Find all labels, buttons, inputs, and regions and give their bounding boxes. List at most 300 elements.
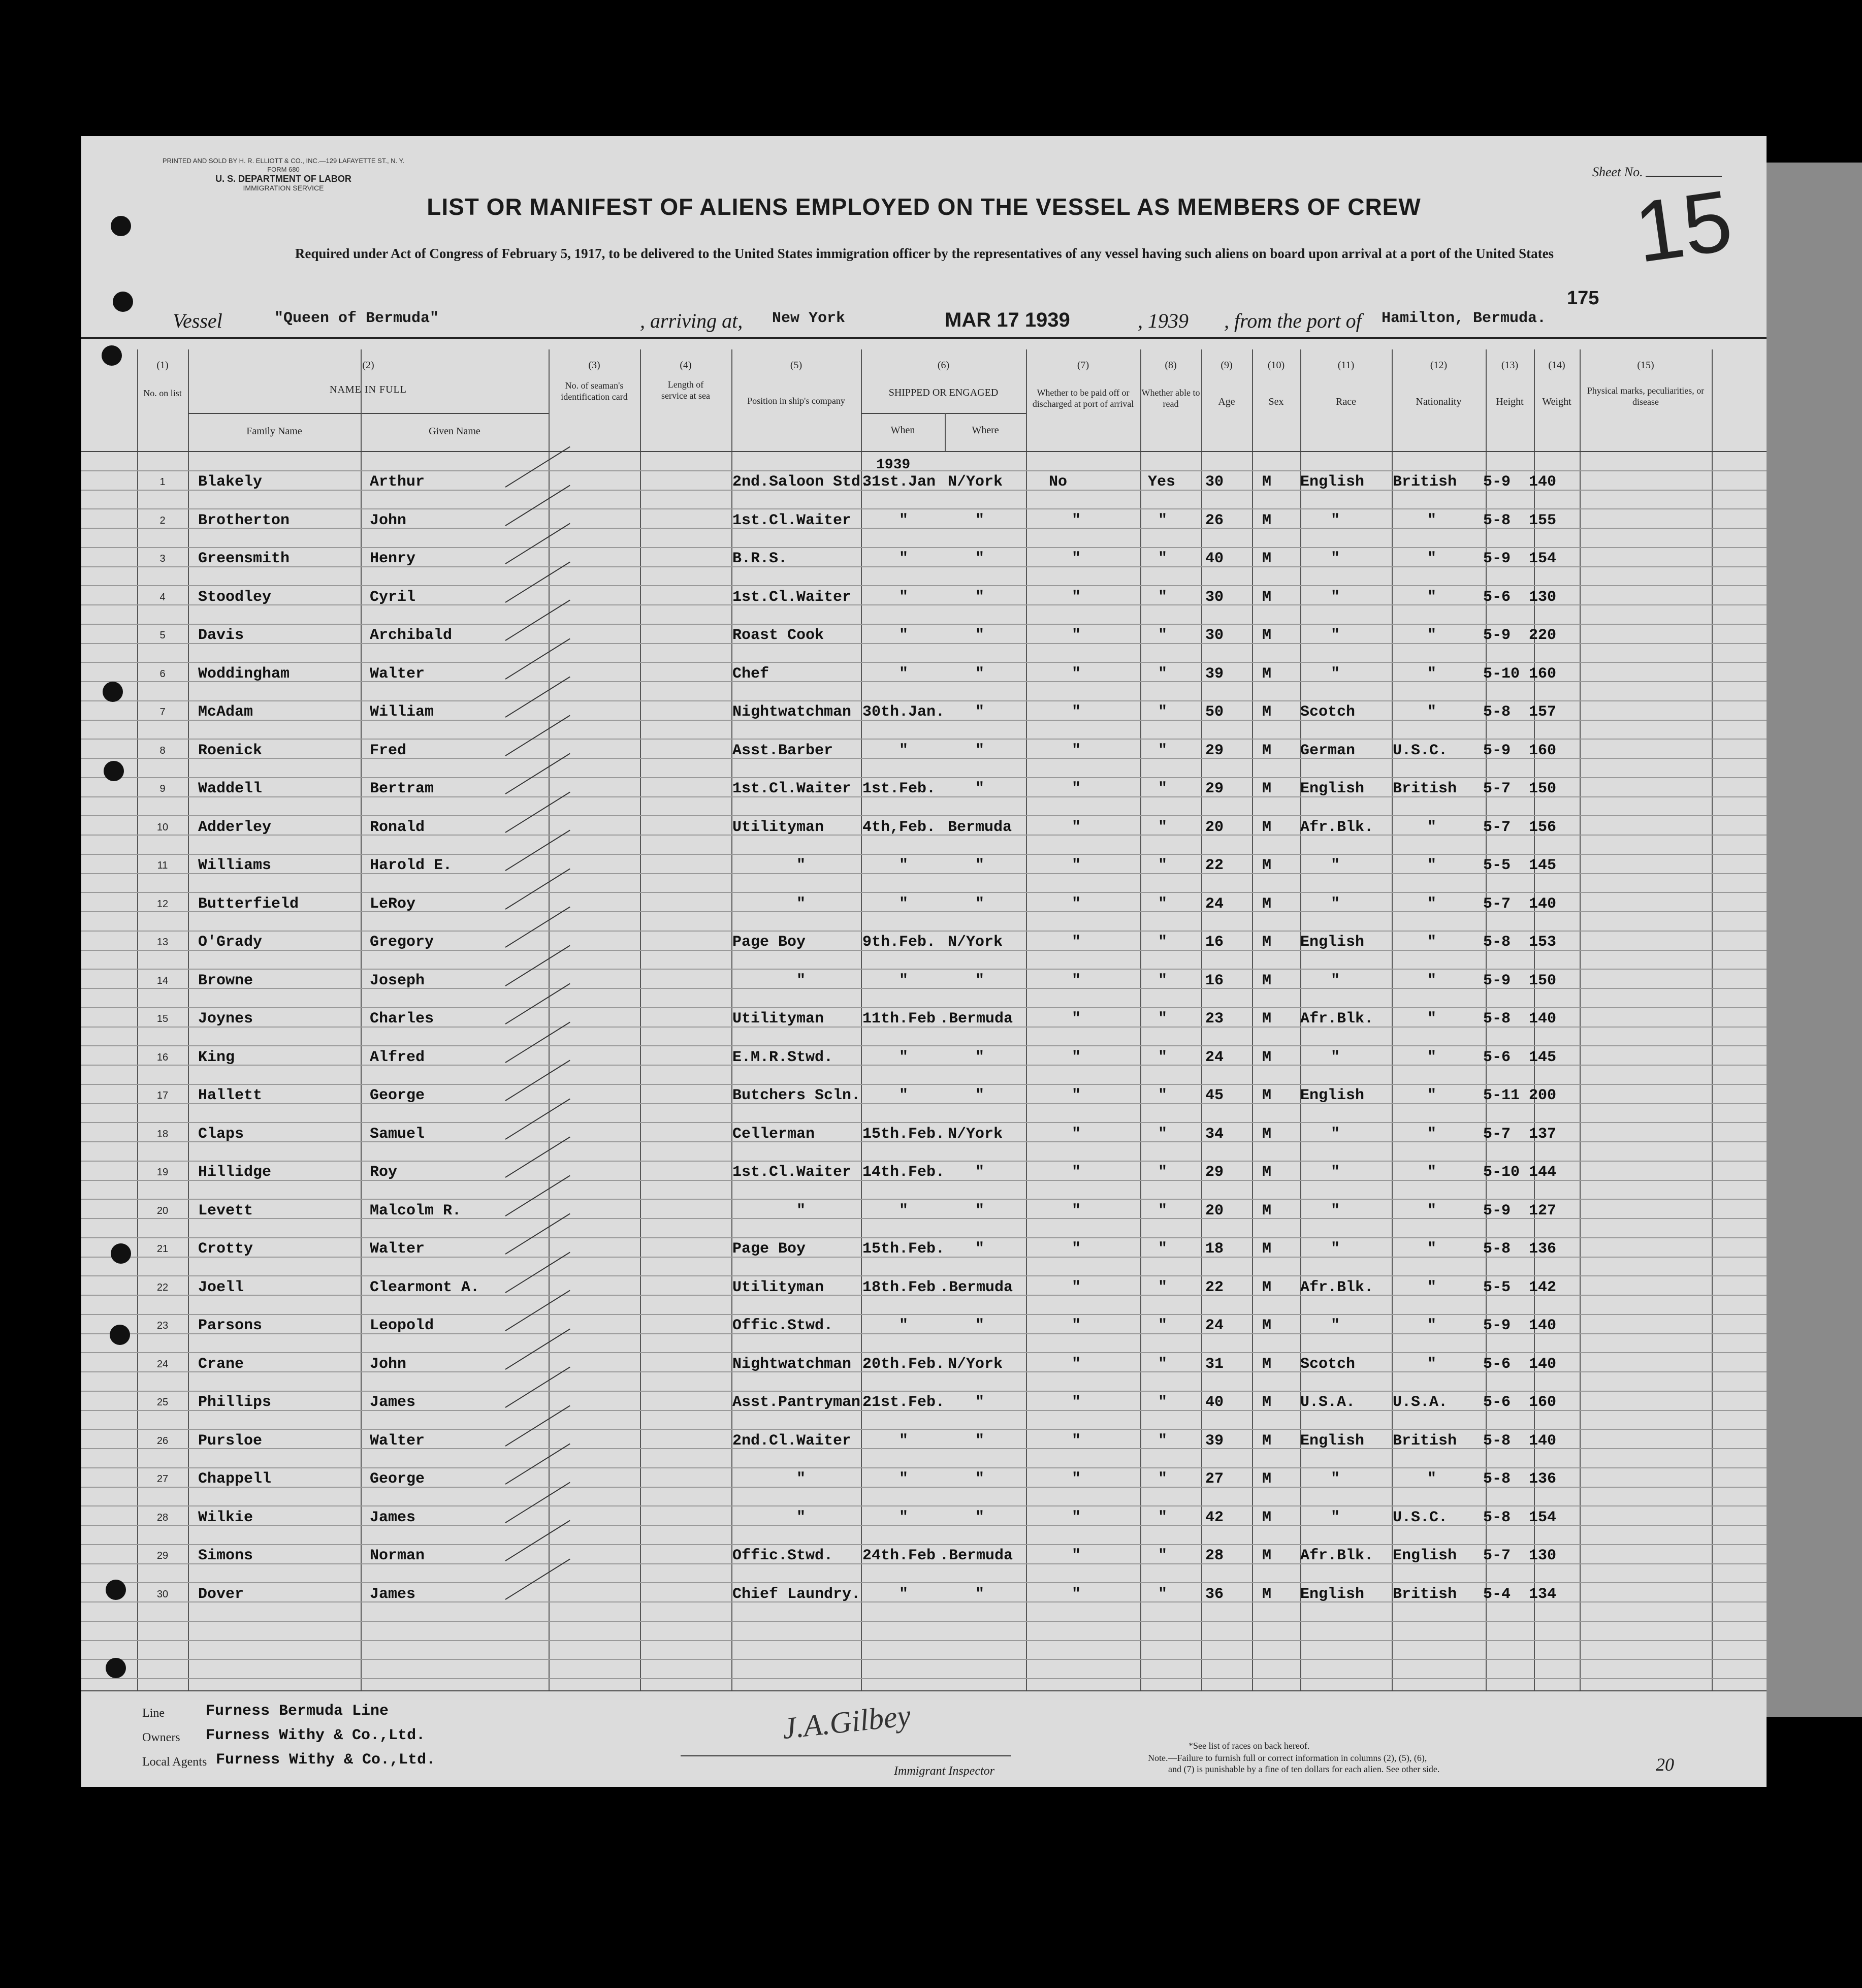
check-tick-mark — [505, 830, 570, 871]
punch-hole — [106, 1580, 126, 1600]
row-number: 3 — [159, 553, 166, 564]
check-tick-mark — [505, 753, 570, 794]
cell-where: " — [975, 588, 985, 606]
row-number: 17 — [156, 1090, 169, 1101]
cell-height: 5-9 — [1483, 972, 1511, 989]
cell-paid: " — [1072, 1010, 1081, 1028]
ruled-line — [81, 1084, 1767, 1085]
header-sex: Sex — [1268, 396, 1284, 407]
cell-where: " — [975, 1048, 985, 1066]
cell-read: " — [1158, 665, 1168, 683]
ruled-line — [81, 566, 1767, 567]
cell-nationality: British — [1393, 780, 1457, 797]
cell-weight: 134 — [1529, 1585, 1557, 1603]
ruled-line — [81, 1487, 1767, 1488]
cell-sex: M — [1262, 1202, 1272, 1220]
cell-read: " — [1158, 1509, 1168, 1526]
cell-family: Davis — [198, 627, 244, 644]
cell-sex: M — [1262, 742, 1272, 759]
cell-family: Woddingham — [198, 665, 290, 683]
cell-where: " — [975, 1164, 985, 1181]
cell-read: " — [1158, 703, 1168, 721]
cell-position: Offic.Stwd. — [732, 1317, 833, 1334]
cell-paid: " — [1072, 1240, 1081, 1258]
cell-sex: M — [1262, 1278, 1272, 1296]
cell-read: " — [1158, 818, 1168, 836]
ruled-line — [81, 969, 1767, 970]
cell-read: " — [1158, 1278, 1168, 1296]
cell-when: " — [899, 550, 909, 567]
ruled-line — [81, 815, 1767, 816]
cell-read: " — [1158, 1164, 1168, 1181]
cell-nationality: " — [1427, 550, 1437, 567]
cell-family: Blakely — [198, 473, 263, 491]
cell-paid: " — [1072, 742, 1081, 759]
from-port: Hamilton, Bermuda. — [1382, 310, 1547, 327]
sheet-number: 15 — [1629, 172, 1738, 281]
cell-height: 5-7 — [1483, 1547, 1511, 1564]
cell-family: Pursloe — [198, 1432, 263, 1450]
cell-paid: " — [1072, 1202, 1081, 1220]
cell-race: Afr.Blk. — [1300, 1547, 1374, 1564]
row-number: 28 — [156, 1512, 169, 1523]
cell-position: Page Boy — [732, 1240, 806, 1258]
cell-paid: " — [1072, 550, 1081, 567]
cell-read: " — [1158, 1317, 1168, 1334]
cell-weight: 127 — [1529, 1202, 1557, 1220]
cell-nationality: " — [1427, 934, 1437, 951]
cell-position: Asst.Barber — [732, 742, 833, 759]
check-tick-mark — [505, 677, 570, 718]
cell-when: 4th,Feb. — [862, 818, 936, 836]
cell-family: Brotherton — [198, 511, 290, 529]
cell-family: Roenick — [198, 742, 263, 759]
cell-race: German — [1300, 742, 1356, 759]
cell-read: " — [1158, 1202, 1168, 1220]
ruled-line — [81, 1199, 1767, 1200]
cell-when: 14th.Feb. — [862, 1164, 945, 1181]
cell-given: Arthur — [370, 473, 425, 491]
cell-where: .Bermuda — [940, 1278, 1013, 1296]
ruled-line — [81, 931, 1767, 932]
cell-age: 20 — [1205, 818, 1224, 836]
cell-nationality: British — [1393, 1585, 1457, 1603]
cell-age: 28 — [1205, 1547, 1224, 1564]
cell-weight: 140 — [1529, 1432, 1557, 1450]
check-tick-mark — [505, 1405, 570, 1446]
cell-sex: M — [1262, 1010, 1272, 1028]
cell-sex: M — [1262, 1470, 1272, 1488]
cell-sex: M — [1262, 857, 1272, 874]
column-number-c1: (1) — [156, 360, 169, 371]
check-tick-mark — [505, 1060, 570, 1101]
cell-paid: " — [1072, 895, 1081, 913]
cell-race: " — [1331, 1125, 1340, 1143]
vessel-label: Vessel — [173, 309, 222, 332]
column-rule — [1140, 349, 1141, 1690]
cell-nationality: " — [1427, 1470, 1437, 1488]
row-number: 8 — [159, 745, 166, 756]
races-note: *See list of races on back hereof. — [1189, 1741, 1310, 1751]
row-number: 15 — [156, 1013, 169, 1024]
cell-read: " — [1158, 742, 1168, 759]
cell-sex: M — [1262, 627, 1272, 644]
ruled-line — [81, 1352, 1767, 1353]
ruled-line — [81, 1525, 1767, 1526]
ruled-line — [81, 1007, 1767, 1008]
cell-given: Joseph — [370, 972, 425, 989]
header-nationality: Nationality — [1416, 396, 1462, 407]
check-tick-mark — [505, 638, 570, 679]
cell-age: 39 — [1205, 665, 1224, 683]
cell-family: Chappell — [198, 1470, 272, 1488]
row-number: 30 — [156, 1588, 169, 1600]
cell-race: " — [1331, 1470, 1340, 1488]
cell-age: 22 — [1205, 1278, 1224, 1296]
cell-read: " — [1158, 550, 1168, 567]
ruled-line — [81, 1065, 1767, 1066]
cell-nationality: " — [1427, 511, 1437, 529]
cell-weight: 156 — [1529, 818, 1557, 836]
ruled-line — [81, 1678, 1767, 1679]
cell-paid: " — [1072, 1470, 1081, 1488]
cell-sex: M — [1262, 1240, 1272, 1258]
cell-age: 23 — [1205, 1010, 1224, 1028]
cell-when: 9th.Feb. — [862, 934, 936, 951]
cell-when: 15th.Feb. — [862, 1240, 945, 1258]
cell-weight: 140 — [1529, 1355, 1557, 1373]
cell-when: " — [899, 972, 909, 989]
cell-read: Yes — [1148, 473, 1176, 491]
cell-weight: 136 — [1529, 1240, 1557, 1258]
cell-when: " — [899, 1585, 909, 1603]
cell-age: 42 — [1205, 1509, 1224, 1526]
cell-where: " — [975, 895, 985, 913]
header-given-name: Given Name — [429, 426, 480, 437]
header-shipped: SHIPPED OR ENGAGED — [888, 387, 999, 398]
cell-position: 1st.Cl.Waiter — [732, 511, 852, 529]
cell-given: Roy — [370, 1164, 398, 1181]
agents-label: Local Agents — [142, 1755, 207, 1769]
cell-position: Chef — [732, 665, 769, 683]
cell-when: " — [899, 1202, 909, 1220]
cell-paid: " — [1072, 1164, 1081, 1181]
ruled-line — [81, 1448, 1767, 1449]
cell-nationality: " — [1427, 1317, 1437, 1334]
cell-sex: M — [1262, 588, 1272, 606]
row-number: 2 — [159, 515, 166, 526]
cell-paid: No — [1049, 473, 1068, 491]
cell-weight: 140 — [1529, 473, 1557, 491]
check-tick-mark — [505, 1252, 570, 1293]
year-prefix: , 19 — [1138, 309, 1168, 332]
cell-where: N/York — [948, 1355, 1003, 1373]
cell-nationality: U.S.C. — [1393, 742, 1448, 759]
ruled-line — [81, 854, 1767, 855]
cell-age: 40 — [1205, 550, 1224, 567]
cell-when: " — [899, 1317, 909, 1334]
cell-given: John — [370, 511, 407, 529]
cell-sex: M — [1262, 703, 1272, 721]
cell-height: 5-9 — [1483, 627, 1511, 644]
cell-position: Utilityman — [732, 1010, 824, 1028]
punch-hole — [103, 682, 123, 702]
cell-sex: M — [1262, 1164, 1272, 1181]
cell-when: " — [899, 1048, 909, 1066]
cell-height: 5-10 — [1483, 665, 1520, 683]
cell-given: Alfred — [370, 1048, 425, 1066]
cell-age: 26 — [1205, 511, 1224, 529]
column-number-c4: (4) — [680, 360, 692, 371]
ruled-line — [81, 1237, 1767, 1238]
row-number: 6 — [159, 668, 166, 680]
cell-weight: 157 — [1529, 703, 1557, 721]
owners-value: Furness Withy & Co.,Ltd. — [206, 1727, 426, 1744]
cell-paid: " — [1072, 1585, 1081, 1603]
cell-position: Roast Cook — [732, 627, 824, 644]
cell-nationality: U.S.A. — [1393, 1394, 1448, 1411]
cell-read: " — [1158, 1432, 1168, 1450]
cell-race: " — [1331, 665, 1340, 683]
ruled-line — [81, 547, 1767, 548]
ruled-line — [81, 585, 1767, 586]
ruled-line — [81, 758, 1767, 759]
cell-read: " — [1158, 1394, 1168, 1411]
check-tick-mark — [505, 485, 570, 526]
cell-race: " — [1331, 857, 1340, 874]
cell-family: Hillidge — [198, 1164, 272, 1181]
cell-where: " — [975, 1470, 985, 1488]
cell-weight: 154 — [1529, 550, 1557, 567]
cell-paid: " — [1072, 703, 1081, 721]
cell-weight: 200 — [1529, 1087, 1557, 1104]
cell-race: " — [1331, 1509, 1340, 1526]
cell-position: Utilityman — [732, 818, 824, 836]
cell-nationality: " — [1427, 1202, 1437, 1220]
service-name: IMMIGRATION SERVICE — [243, 184, 324, 192]
cell-family: Butterfield — [198, 895, 299, 913]
cell-family: Greensmith — [198, 550, 290, 567]
check-tick-mark — [505, 1444, 570, 1485]
cell-nationality: " — [1427, 895, 1437, 913]
cell-nationality: " — [1427, 972, 1437, 989]
cell-where: .Bermuda — [940, 1010, 1013, 1028]
cell-when: 31st.Jan — [862, 473, 936, 491]
arriving-label: , arriving at, — [640, 309, 743, 332]
cell-sex: M — [1262, 511, 1272, 529]
ruled-line — [81, 1621, 1767, 1622]
cell-given: Clearmont A. — [370, 1278, 480, 1296]
ruled-line — [81, 777, 1767, 778]
cell-position: 1st.Cl.Waiter — [732, 1164, 852, 1181]
row-number: 25 — [156, 1397, 169, 1408]
cell-given: Walter — [370, 665, 425, 683]
date-stamp: MAR 17 1939 — [945, 309, 1070, 331]
header-name-in-full: NAME IN FULL — [330, 384, 407, 395]
cell-given: James — [370, 1585, 416, 1603]
cell-where: " — [975, 1432, 985, 1450]
check-tick-mark — [505, 1558, 570, 1599]
cell-where: " — [975, 972, 985, 989]
cell-given: George — [370, 1087, 425, 1104]
cell-paid: " — [1072, 1355, 1081, 1373]
cell-paid: " — [1072, 1087, 1081, 1104]
cell-nationality: " — [1427, 1355, 1437, 1373]
cell-weight: 140 — [1529, 1317, 1557, 1334]
cell-race: English — [1300, 1585, 1365, 1603]
cell-paid: " — [1072, 511, 1081, 529]
header-when: When — [890, 425, 915, 436]
cell-family: Dover — [198, 1585, 244, 1603]
cell-height: 5-7 — [1483, 818, 1511, 836]
column-number-c12: (12) — [1430, 360, 1448, 371]
cell-family: Claps — [198, 1125, 244, 1143]
cell-age: 40 — [1205, 1394, 1224, 1411]
cell-family: Wilkie — [198, 1509, 253, 1526]
cell-given: William — [370, 703, 434, 721]
punch-hole — [104, 761, 124, 781]
cell-age: 30 — [1205, 627, 1224, 644]
header-weight: Weight — [1542, 396, 1571, 407]
ruled-line — [81, 911, 1767, 912]
cell-paid: " — [1072, 818, 1081, 836]
department-name: U. S. DEPARTMENT OF LABOR — [215, 174, 351, 184]
cell-given: Walter — [370, 1240, 425, 1258]
cell-age: 31 — [1205, 1355, 1224, 1373]
cell-given: Norman — [370, 1547, 425, 1564]
cell-height: 5-7 — [1483, 895, 1511, 913]
cell-read: " — [1158, 1355, 1168, 1373]
cell-nationality: English — [1393, 1547, 1457, 1564]
ruled-line — [81, 1544, 1767, 1545]
column-rule — [640, 349, 641, 1690]
ruled-line — [81, 739, 1767, 740]
cell-when: 30th.Jan. — [862, 703, 945, 721]
column-number-c3: (3) — [588, 360, 600, 371]
column-number-c10: (10) — [1267, 360, 1285, 371]
cell-paid: " — [1072, 1125, 1081, 1143]
year-value: 39 — [1168, 309, 1189, 332]
cell-read: " — [1158, 1125, 1168, 1143]
column-number-c15: (15) — [1637, 360, 1654, 371]
cell-when: " — [899, 1087, 909, 1104]
signature-rule — [681, 1755, 1011, 1756]
cell-when: " — [899, 742, 909, 759]
document-title: LIST OR MANIFEST OF ALIENS EMPLOYED ON THE VESSEL AS MEMBERS OF CREW — [427, 194, 1421, 220]
cell-race: " — [1331, 1202, 1340, 1220]
header-service-length: Length of service at sea — [661, 379, 710, 401]
cell-age: 24 — [1205, 1317, 1224, 1334]
check-tick-mark — [505, 561, 570, 602]
cell-height: 5-9 — [1483, 550, 1511, 567]
from-label: , from the port of — [1224, 309, 1362, 332]
cell-read: " — [1158, 1010, 1168, 1028]
cell-given: Archibald — [370, 627, 453, 644]
cell-given: LeRoy — [370, 895, 416, 913]
cell-where: " — [975, 780, 985, 797]
cell-height: 5-6 — [1483, 588, 1511, 606]
cell-weight: 140 — [1529, 895, 1557, 913]
cell-age: 16 — [1205, 934, 1224, 951]
cell-read: " — [1158, 627, 1168, 644]
cell-sex: M — [1262, 1317, 1272, 1334]
cell-read: " — [1158, 1087, 1168, 1104]
cell-age: 24 — [1205, 1048, 1224, 1066]
cell-age: 29 — [1205, 742, 1224, 759]
cell-when: " — [899, 665, 909, 683]
check-tick-mark — [505, 791, 570, 832]
cell-race: " — [1331, 550, 1340, 567]
cell-position: Cellerman — [732, 1125, 815, 1143]
cell-given: Malcolm R. — [370, 1202, 462, 1220]
cell-given: John — [370, 1355, 407, 1373]
column-rule — [188, 349, 189, 1690]
cell-weight: 142 — [1529, 1278, 1557, 1296]
cell-position: Offic.Stwd. — [732, 1547, 833, 1564]
cell-nationality: " — [1427, 818, 1437, 836]
cell-age: 22 — [1205, 857, 1224, 874]
ruled-line — [81, 1275, 1767, 1276]
cell-paid: " — [1072, 627, 1081, 644]
cell-when: " — [899, 511, 909, 529]
cell-read: " — [1158, 972, 1168, 989]
cell-height: 5-8 — [1483, 1470, 1511, 1488]
column-number-c9: (9) — [1221, 360, 1233, 371]
check-tick-mark — [505, 1213, 570, 1255]
cell-age: 34 — [1205, 1125, 1224, 1143]
arriving-port: New York — [772, 310, 846, 327]
cell-when: 18th.Feb — [862, 1278, 936, 1296]
ruled-line — [81, 1467, 1767, 1468]
cell-read: " — [1158, 1470, 1168, 1488]
ruled-line — [81, 700, 1767, 701]
cell-height: 5-8 — [1483, 934, 1511, 951]
cell-where: " — [975, 1087, 985, 1104]
cell-weight: 145 — [1529, 1048, 1557, 1066]
cell-sex: M — [1262, 550, 1272, 567]
cell-paid: " — [1072, 857, 1081, 874]
cell-read: " — [1158, 1585, 1168, 1603]
column-rule — [361, 349, 362, 1690]
cell-nationality: British — [1393, 1432, 1457, 1450]
punch-hole — [113, 292, 133, 312]
cell-age: 30 — [1205, 588, 1224, 606]
cell-read: " — [1158, 1547, 1168, 1564]
cell-given: Ronald — [370, 818, 425, 836]
cell-nationality: " — [1427, 1048, 1437, 1066]
cell-sex: M — [1262, 1355, 1272, 1373]
cell-when: " — [899, 857, 909, 874]
cell-height: 5-9 — [1483, 1317, 1511, 1334]
row-number: 21 — [156, 1243, 169, 1255]
check-tick-mark — [505, 600, 570, 641]
column-number-c14: (14) — [1548, 360, 1565, 371]
cell-weight: 150 — [1529, 780, 1557, 797]
cell-sex: M — [1262, 780, 1272, 797]
row-number: 4 — [159, 591, 166, 603]
ruled-line — [81, 1122, 1767, 1123]
cell-family: Williams — [198, 857, 272, 874]
column-number-c11: (11) — [1337, 360, 1355, 371]
cell-given: Harold E. — [370, 857, 453, 874]
cell-position: Butchers Scln. — [732, 1087, 861, 1104]
header-race: Race — [1336, 396, 1356, 407]
cell-position: E.M.R.Stwd. — [732, 1048, 833, 1066]
cell-family: Joell — [198, 1278, 244, 1296]
header-age: Age — [1218, 396, 1235, 407]
cell-position: 2nd.Cl.Waiter — [732, 1432, 852, 1450]
row-number: 24 — [156, 1358, 169, 1370]
